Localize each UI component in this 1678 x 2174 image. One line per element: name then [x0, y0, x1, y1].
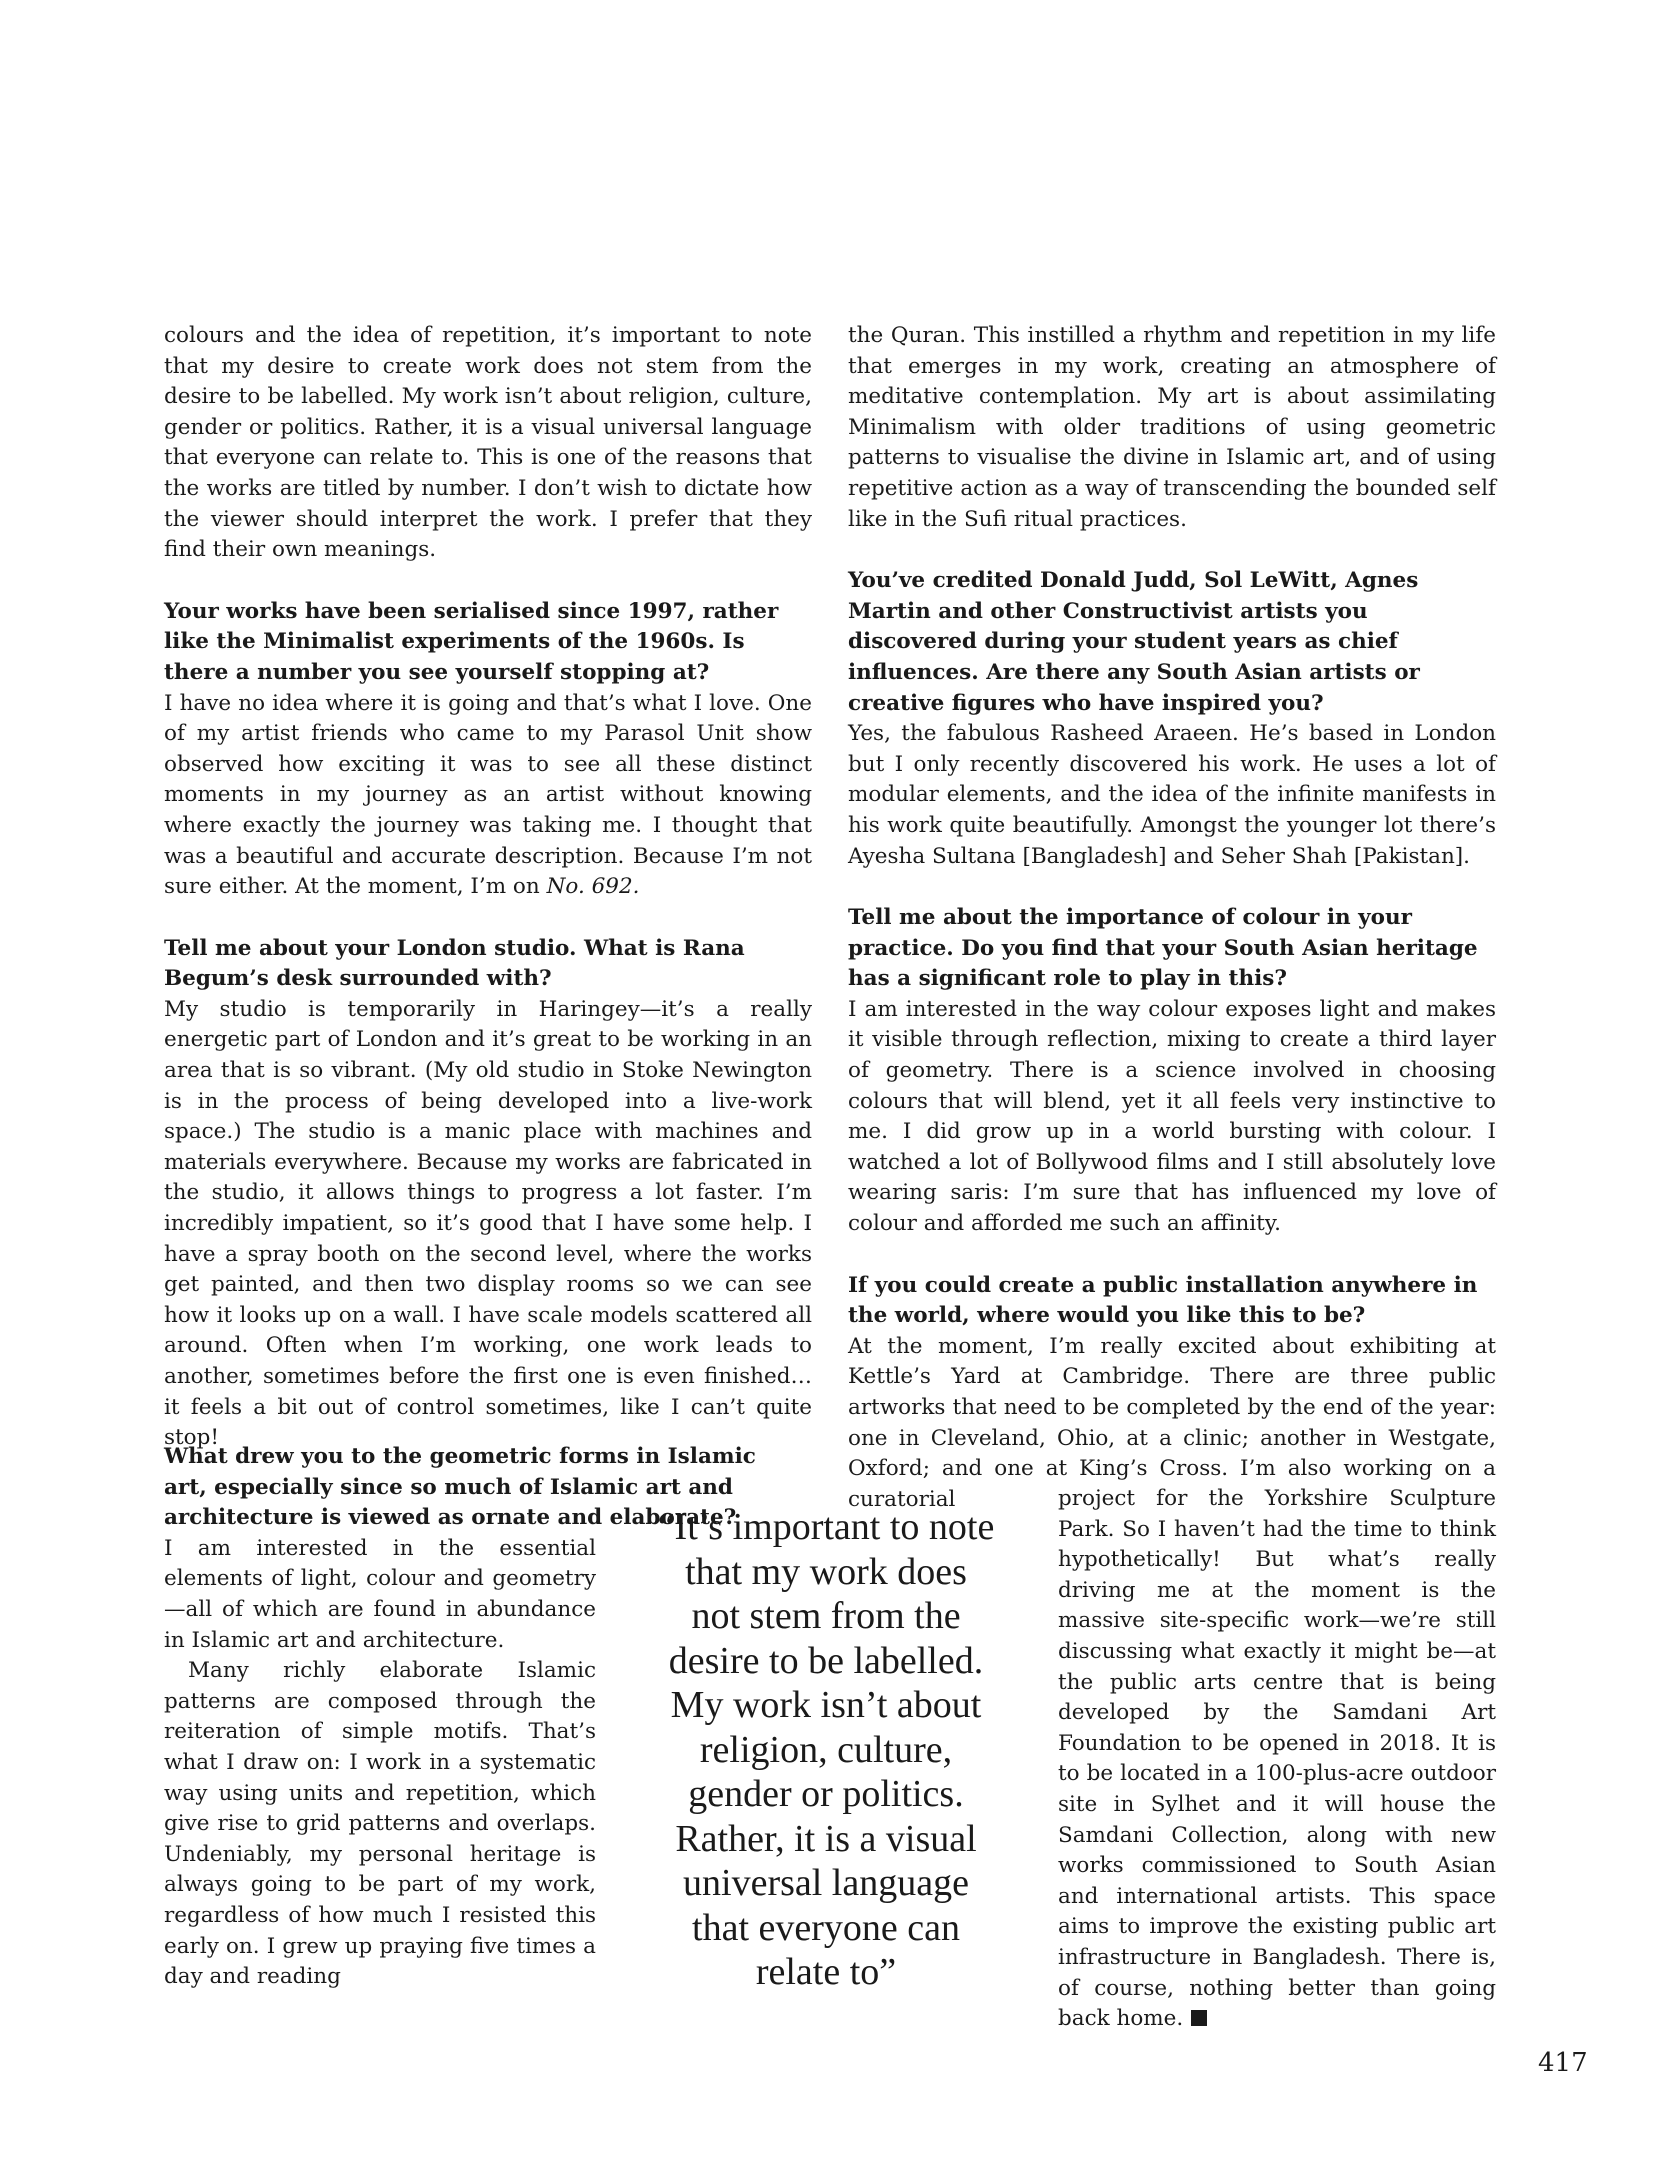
intro-paragraph: colours and the idea of repetition, it’s important to note that my desire to create work does not stem from the desire to be labelled. My work isn’t about religion, culture, gender or politics. Rather, it is a visual universal language that everyone can relate to. This is one of the reasons that the works are titled by number. I don’t wish to dictate how the viewer should interpret the work. I prefer that they find their own meanings. [164, 323, 812, 563]
pull-quote-line: desire to be labelled. [668, 1639, 984, 1682]
left-narrow-column [164, 1442, 756, 1993]
quran-paragraph: the Quran. This instilled a rhythm and repetition in my life that emerges in my work, creating an atmosphere of meditative contemplation. My art is about assimilating Minimalism with older traditions of using geometric patterns to visualise the divine in Islamic art, and of using repetitive action as a way of transcending the bounded self like in the Sufi ritual practices. [848, 323, 1496, 532]
pull-quote-line: universal language [683, 1862, 969, 1904]
answer-influences: Yes, the fabulous Rasheed Araeen. He’s based in London but I only recently discovered his work. He uses a lot of modular elements, and the idea of the infinite manifests in his work quite beautifully. Amongst the younger lot there’s Ayesha Sultana [Bangladesh] and Seher Shah [Pakistan]. [848, 721, 1496, 869]
pull-quote-line: My work isn’t about [670, 1684, 982, 1726]
pull-quote-line: religion, culture, [699, 1728, 953, 1771]
page-number: 417 [1538, 2048, 1588, 2078]
answer-colour: I am interested in the way colour exposes light and makes it visible through reflection, mixing to create a third layer of geometry. There is a science involved in choosing colours that will blend, yet it all feels very instinctive to me. I did grow up in a world bursting with colour. I watched a lot of Bollywood films and I still absolutely love wearing saris: I’m sure that has influenced my love of colour and afforded me such an affinity. [848, 996, 1496, 1237]
work-number-italic: No. 692. [546, 874, 640, 900]
pull-quote [616, 1505, 1036, 1995]
question-public-installation: If you could create a public installation anywhere in the world, where would you like this to be? [848, 1272, 1478, 1329]
left-column [164, 321, 812, 1454]
pull-quote-line: not stem from the [691, 1595, 961, 1637]
pull-quote-line: relate to” [755, 1951, 897, 1993]
answer-public-installation-narrow [1058, 1484, 1496, 2035]
pull-quote-line: gender or politics. [688, 1773, 964, 1815]
question-london-studio: Tell me about your London studio. What is Rana Begum’s desk surrounded with? [164, 935, 745, 992]
end-of-article-square-icon [1191, 2010, 1207, 2026]
pull-quote-line: that my work does [685, 1550, 967, 1593]
pull-quote-line: that everyone can [692, 1906, 960, 1949]
answer-public-installation-narrow-text: project for the Yorkshire Sculpture Park. So I haven’t had the time to think hypothetically! But what’s really driving me at the moment is the massive site-specific work—we’re still discussing what exactly it might be—at the public arts centre that is being developed by the Samdani Art Foundation to be opened in 2018. It is to be located in a 100-plus-acre outdoor site in Sylhet and it will house the Samdani Collection, along with new works commissioned to South Asian and international artists. This space aims to improve the existing public art infrastructure in Bangladesh. There is, of course, nothing better than going back home. [1058, 1486, 1496, 2032]
question-colour: Tell me about the importance of colour in your practice. Do you find that your South Asian heritage has a significant role to play in this? [848, 905, 1478, 992]
pull-quote-line: “It’s important to note [657, 1506, 995, 1548]
answer-public-installation-wide: At the moment, I’m really excited about exhibiting at Kettle’s Yard at Cambridge. There are three public artworks that need to be completed by the end of the year: one in Cleveland, Ohio, at a clinic; another in Westgate, Oxford; and one at King’s Cross. I’m also working on a curatorial [848, 1333, 1496, 1512]
right-column [848, 321, 1496, 1515]
answer-serialised-works-text: I have no idea where it is going and that’s what I love. One of my artist friends who came to my Parasol Unit show observed how exciting it was to see all these distinct moments in my journey as an artist without knowing where exactly the journey was taking me. I thought that was a beautiful and accurate description. Because I’m not sure either. At the moment, I’m on [164, 690, 812, 900]
right-narrow-column [1058, 1484, 1496, 2035]
pull-quote-line: Rather, it is a visual [675, 1817, 977, 1860]
answer-london-studio: My studio is temporarily in Haringey—it’s a really energetic part of London and it’s great to be working in an area that is so vibrant. (My old studio in Stoke Newington is in the process of being developed into a live-work space.) The studio is a manic place with machines and materials everywhere. Because my works are fabricated in the studio, it allows things to progress a lot faster. I’m incredibly impatient, so it’s good that I have some help. I have a spray booth on the second level, where the works get painted, and then two display rooms so we can see how it looks up on a wall. I have scale models scattered all around. Often when I’m working, one work leads to another, sometimes before the first one is even finished… it feels a bit out of control sometimes, like I can’t quite stop! [164, 996, 812, 1451]
question-islamic-art: What drew you to the geometric forms in Islamic art, especially since so much of Islamic art and architecture is viewed as ornate and elaborate? [164, 1444, 756, 1531]
answer-islamic-art-p2: Many richly elaborate Islamic patterns are composed through the reiteration of simple motifs. That’s what I draw on: I work in a systematic way using units and repetition, which give rise to grid patterns and overlaps. Undeniably, my personal heritage is always going to be part of my work, regardless of how much I resisted this early on. I grew up praying five times a day and reading [164, 1658, 596, 1990]
question-influences: You’ve credited Donald Judd, Sol LeWitt, Agnes Martin and other Constructivist artists you discovered during your student years as chief influences. Are there any South Asian artists or creative figures who have inspired you? [848, 568, 1420, 716]
question-serialised-works: Your works have been serialised since 1997, rather like the Minimalist experiments of the 1960s. Is there a number you see yourself stopping at? [164, 598, 779, 685]
answer-serialised-works [164, 689, 812, 903]
answer-islamic-art-p1: I am interested in the essential elements of light, colour and geometry—all of which are found in abundance in Islamic art and architecture. [164, 1535, 596, 1653]
